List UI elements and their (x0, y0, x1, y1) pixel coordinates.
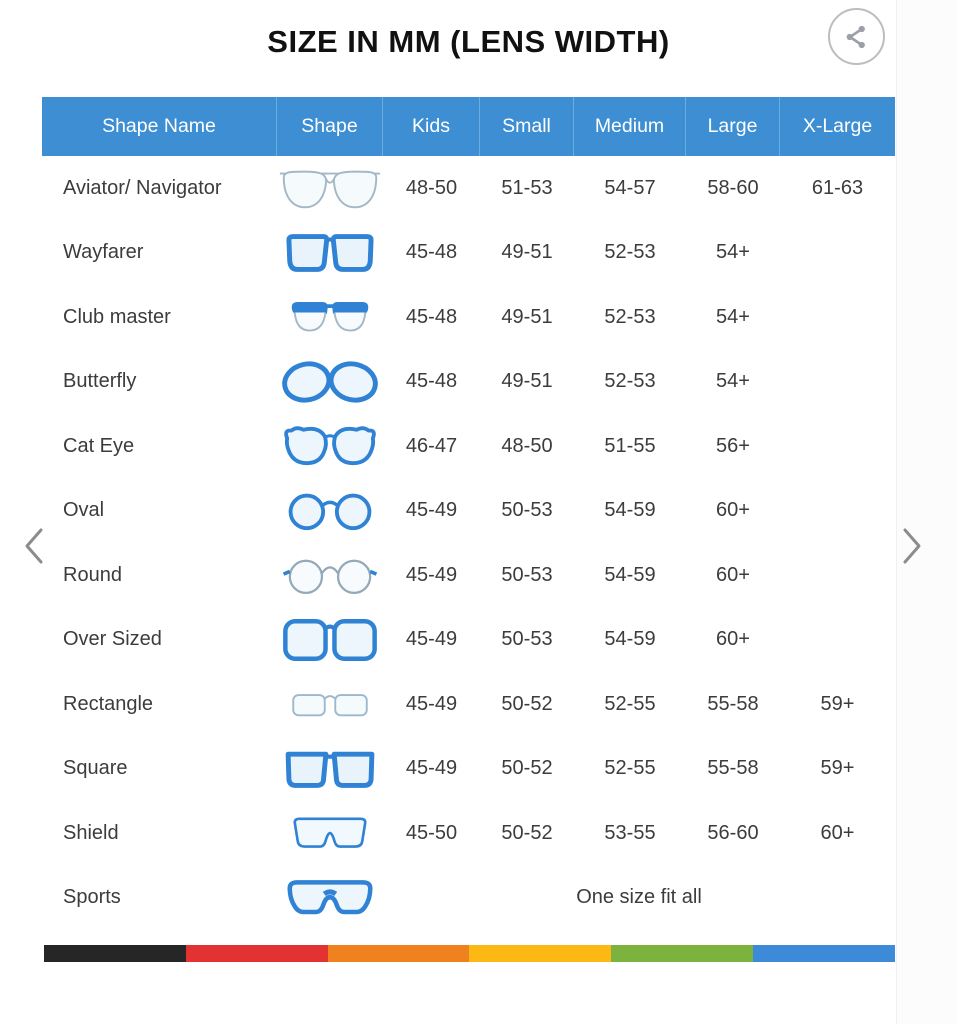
size-value: 50-53 (501, 563, 553, 586)
brand-color-stripe (44, 945, 895, 962)
size-value: 54-59 (604, 563, 656, 586)
size-value: 45-48 (405, 241, 458, 264)
size-value: 53-55 (604, 821, 656, 844)
size-value: 54+ (716, 305, 750, 328)
next-slide-peek (896, 0, 957, 1024)
table-row (42, 156, 895, 221)
size-value: 48-50 (501, 434, 553, 457)
stripe-segment (611, 945, 753, 962)
size-value: 50-52 (501, 821, 553, 844)
share-button[interactable] (828, 8, 885, 65)
column-header-x-large: X-Large (802, 115, 873, 137)
shield-glasses-icon (277, 812, 383, 854)
one-size-fit-all-label: One size fit all (576, 886, 702, 909)
shape-name-label: Round (63, 563, 122, 586)
size-value: 45-50 (405, 821, 458, 844)
size-value: 50-52 (501, 692, 553, 715)
size-value: 45-48 (405, 305, 458, 328)
table-row (42, 543, 895, 608)
shape-name-label: Shield (63, 821, 119, 844)
size-value: 60+ (820, 821, 855, 844)
size-value: 50-52 (501, 757, 553, 780)
size-value: 49-51 (501, 305, 553, 328)
shape-name-label: Cat Eye (63, 434, 135, 457)
stripe-segment (469, 945, 611, 962)
size-value: 45-49 (405, 563, 458, 586)
shape-name-label: Butterfly (63, 370, 137, 393)
size-value: 52-55 (604, 692, 656, 715)
column-header-large: Large (686, 97, 780, 156)
stripe-segment (328, 945, 470, 962)
size-value: 49-51 (501, 241, 553, 264)
size-value: 56-60 (707, 821, 759, 844)
shape-name-label: Over Sized (63, 628, 162, 651)
size-value: 45-49 (405, 692, 458, 715)
stripe-segment (753, 945, 895, 962)
table-row (42, 608, 895, 673)
clubmaster-glasses-icon (277, 296, 383, 338)
size-value: 50-53 (501, 499, 553, 522)
wayfarer-glasses-icon (277, 230, 383, 276)
size-value: 60+ (716, 628, 750, 651)
size-value: 45-49 (405, 757, 458, 780)
table-row (42, 350, 895, 415)
size-value: 56+ (716, 434, 750, 457)
oval-glasses-icon (277, 487, 383, 535)
table-row (42, 866, 895, 931)
shape-name-label: Sports (63, 886, 121, 909)
column-header-small: Small (480, 97, 574, 156)
carousel-next-button[interactable] (892, 524, 932, 568)
chevron-right-icon (900, 526, 924, 566)
chevron-left-icon (22, 526, 46, 566)
size-value: 49-51 (501, 370, 553, 393)
size-value: 50-53 (501, 628, 553, 651)
column-header-shape: Shape (277, 97, 383, 156)
shape-name-label: Rectangle (63, 692, 154, 715)
size-value: 60+ (716, 563, 750, 586)
table-row (42, 479, 895, 544)
sports-glasses-icon (277, 875, 383, 921)
size-value: 45-48 (405, 370, 458, 393)
shape-name-label: Club master (63, 305, 171, 328)
oversized-glasses-icon (277, 615, 383, 665)
size-value: 46-47 (405, 434, 458, 457)
size-value: 54-57 (604, 176, 656, 199)
size-value: 52-53 (604, 241, 656, 264)
stripe-segment (186, 945, 328, 962)
stripe-segment (44, 945, 186, 962)
size-value: 60+ (716, 499, 750, 522)
butterfly-glasses-icon (277, 357, 383, 407)
table-row (42, 285, 895, 350)
table-row (42, 737, 895, 802)
table-row (42, 414, 895, 479)
size-value: 58-60 (707, 176, 759, 199)
column-header-medium: Medium (574, 97, 686, 156)
size-value: 59+ (820, 692, 855, 715)
table-body (42, 156, 895, 930)
size-value: 55-58 (707, 692, 759, 715)
square-glasses-icon (277, 746, 383, 792)
table-row (42, 221, 895, 286)
size-value: 52-53 (604, 370, 656, 393)
shape-name-label: Aviator/ Navigator (63, 176, 222, 199)
table-header-row (42, 97, 895, 156)
size-value: 54-59 (604, 499, 656, 522)
share-icon (842, 22, 872, 52)
cateye-glasses-icon (277, 422, 383, 470)
rectangle-glasses-icon (277, 683, 383, 725)
shape-name-label: Wayfarer (63, 241, 144, 264)
aviator-glasses-icon (277, 161, 383, 215)
shape-name-label: Oval (63, 499, 105, 522)
size-value: 51-55 (604, 434, 656, 457)
round-glasses-icon (277, 550, 383, 600)
size-value: 61-63 (811, 176, 864, 199)
shape-name-label: Square (63, 757, 128, 780)
page-title: SIZE IN MM (LENS WIDTH) (267, 24, 670, 59)
size-value: 54+ (716, 241, 750, 264)
size-value: 52-55 (604, 757, 656, 780)
carousel-prev-button[interactable] (14, 524, 54, 568)
table-row (42, 672, 895, 737)
size-value: 59+ (820, 757, 855, 780)
size-value: 45-49 (405, 499, 458, 522)
size-value: 55-58 (707, 757, 759, 780)
size-table (42, 97, 895, 930)
size-value: 54+ (716, 370, 750, 393)
size-value: 51-53 (501, 176, 553, 199)
size-value: 52-53 (604, 305, 656, 328)
size-value: 45-49 (405, 628, 458, 651)
column-header-shape-name: Shape Name (42, 97, 277, 156)
size-value: 54-59 (604, 628, 656, 651)
table-row (42, 801, 895, 866)
size-value: 48-50 (405, 176, 458, 199)
column-header-kids: Kids (383, 97, 480, 156)
